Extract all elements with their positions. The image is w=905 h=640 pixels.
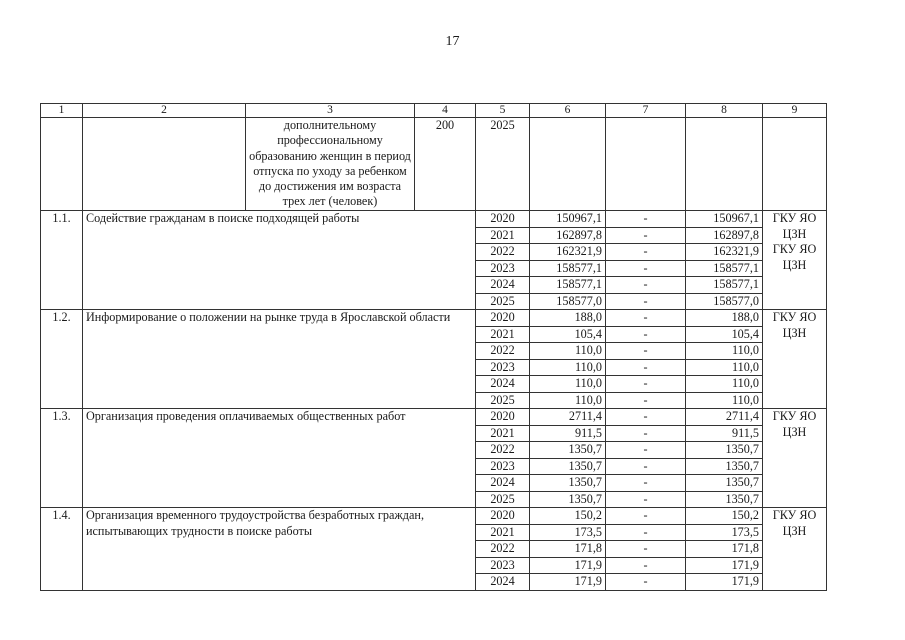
federal-cell: - [606, 425, 686, 442]
year-cell: 2023 [476, 458, 530, 475]
measure-year-row [41, 409, 827, 426]
table-body [41, 104, 827, 591]
total-cell: 1350,7 [530, 458, 606, 475]
year-cell: 2025 [476, 491, 530, 508]
total-cell: 105,4 [530, 326, 606, 343]
regional-cell: 188,0 [686, 310, 763, 327]
measure-year-row [41, 310, 827, 327]
total-cell: 171,9 [530, 557, 606, 574]
total-cell: 162897,8 [530, 227, 606, 244]
total-cell: 110,0 [530, 359, 606, 376]
total-cell: 158577,0 [530, 293, 606, 310]
year-cell: 2025 [476, 392, 530, 409]
executor-label: ЦЗН [782, 523, 807, 538]
executor-label: ЦЗН [782, 257, 807, 272]
col-header-6: 6 [530, 104, 606, 118]
regional-cell: 171,9 [686, 557, 763, 574]
col-header-7: 7 [606, 104, 686, 118]
federal-cell: - [606, 343, 686, 360]
federal-cell: - [606, 491, 686, 508]
measure-title: Информирование о положении на рынке труда в Ярославской области [83, 310, 476, 409]
federal-cell: - [606, 310, 686, 327]
year-cell: 2022 [476, 244, 530, 261]
year-cell: 2020 [476, 409, 530, 426]
year-cell: 2021 [476, 425, 530, 442]
year-cell: 2021 [476, 524, 530, 541]
total-cell: 911,5 [530, 425, 606, 442]
continuation-value: 200 [415, 118, 476, 211]
year-cell: 2023 [476, 260, 530, 277]
regional-cell: 162897,8 [686, 227, 763, 244]
regional-cell: 105,4 [686, 326, 763, 343]
executor-cell [763, 508, 827, 591]
measure-number: 1.3. [41, 409, 83, 508]
total-cell: 171,9 [530, 574, 606, 591]
year-cell: 2020 [476, 310, 530, 327]
total-cell: 162321,9 [530, 244, 606, 261]
total-cell: 110,0 [530, 392, 606, 409]
executor-cell [763, 310, 827, 409]
federal-cell: - [606, 293, 686, 310]
total-cell: 173,5 [530, 524, 606, 541]
continuation-indicator: дополнительному профессиональному образованию женщин в период отпуска по уходу за ребенком до достижения им возраста трех лет (человек) [246, 118, 415, 211]
total-cell: 1350,7 [530, 491, 606, 508]
continuation-total-cell [530, 118, 606, 211]
year-cell: 2025 [476, 293, 530, 310]
executor-cell [763, 211, 827, 310]
col-header-2: 2 [83, 104, 246, 118]
regional-cell: 110,0 [686, 359, 763, 376]
total-cell: 188,0 [530, 310, 606, 327]
regional-cell: 110,0 [686, 343, 763, 360]
regional-cell: 1350,7 [686, 475, 763, 492]
year-cell: 2024 [476, 376, 530, 393]
year-cell: 2022 [476, 442, 530, 459]
federal-cell: - [606, 557, 686, 574]
regional-cell: 150967,1 [686, 211, 763, 228]
regional-cell: 110,0 [686, 376, 763, 393]
continuation-title-cell [83, 118, 246, 211]
regional-cell: 2711,4 [686, 409, 763, 426]
regional-cell: 158577,1 [686, 260, 763, 277]
total-cell: 171,8 [530, 541, 606, 558]
total-cell: 1350,7 [530, 442, 606, 459]
regional-cell: 171,9 [686, 574, 763, 591]
measure-year-row [41, 508, 827, 525]
continuation-num-cell [41, 118, 83, 211]
col-header-8: 8 [686, 104, 763, 118]
continuation-federal-cell [606, 118, 686, 211]
federal-cell: - [606, 227, 686, 244]
total-cell: 150967,1 [530, 211, 606, 228]
total-cell: 1350,7 [530, 475, 606, 492]
year-cell: 2024 [476, 277, 530, 294]
executor-label: ЦЗН [782, 226, 807, 241]
regional-cell: 1350,7 [686, 458, 763, 475]
col-header-1: 1 [41, 104, 83, 118]
regional-cell: 1350,7 [686, 442, 763, 459]
regional-cell: 171,8 [686, 541, 763, 558]
measure-year-row [41, 211, 827, 228]
total-cell: 150,2 [530, 508, 606, 525]
regional-cell: 150,2 [686, 508, 763, 525]
regional-cell: 110,0 [686, 392, 763, 409]
year-cell: 2022 [476, 541, 530, 558]
regional-cell: 162321,9 [686, 244, 763, 261]
federal-cell: - [606, 392, 686, 409]
federal-cell: - [606, 376, 686, 393]
regional-cell: 158577,0 [686, 293, 763, 310]
year-cell: 2020 [476, 508, 530, 525]
year-cell: 2023 [476, 359, 530, 376]
measure-number: 1.4. [41, 508, 83, 591]
program-table [40, 103, 827, 591]
total-cell: 2711,4 [530, 409, 606, 426]
regional-cell: 158577,1 [686, 277, 763, 294]
total-cell: 158577,1 [530, 260, 606, 277]
measure-number: 1.1. [41, 211, 83, 310]
year-cell: 2021 [476, 326, 530, 343]
continuation-executor-cell [763, 118, 827, 211]
column-number-row [41, 104, 827, 118]
federal-cell: - [606, 458, 686, 475]
measure-number: 1.2. [41, 310, 83, 409]
executor-label: ЦЗН [782, 424, 807, 439]
executor-cell [763, 409, 827, 508]
col-header-3: 3 [246, 104, 415, 118]
federal-cell: - [606, 326, 686, 343]
executor-label: ЦЗН [782, 325, 807, 340]
measure-title: Организация временного трудоустройства безработных граждан, испытывающих трудности в поиске работы [83, 508, 476, 591]
year-cell: 2023 [476, 557, 530, 574]
continuation-year: 2025 [476, 118, 530, 211]
executor-label: ГКУ ЯО [772, 242, 817, 256]
federal-cell: - [606, 211, 686, 228]
col-header-9: 9 [763, 104, 827, 118]
federal-cell: - [606, 244, 686, 261]
federal-cell: - [606, 574, 686, 591]
federal-cell: - [606, 442, 686, 459]
regional-cell: 173,5 [686, 524, 763, 541]
federal-cell: - [606, 508, 686, 525]
total-cell: 110,0 [530, 376, 606, 393]
continuation-regional-cell [686, 118, 763, 211]
federal-cell: - [606, 359, 686, 376]
continuation-row [41, 118, 827, 211]
page-number: 17 [445, 34, 460, 49]
federal-cell: - [606, 524, 686, 541]
year-cell: 2021 [476, 227, 530, 244]
federal-cell: - [606, 277, 686, 294]
federal-cell: - [606, 541, 686, 558]
year-cell: 2024 [476, 475, 530, 492]
col-header-4: 4 [415, 104, 476, 118]
measure-title: Содействие гражданам в поиске подходящей работы [83, 211, 476, 310]
year-cell: 2024 [476, 574, 530, 591]
federal-cell: - [606, 475, 686, 492]
total-cell: 110,0 [530, 343, 606, 360]
executor-label: ГКУ ЯО [772, 409, 817, 423]
regional-cell: 1350,7 [686, 491, 763, 508]
executor-label: ГКУ ЯО [772, 310, 817, 324]
col-header-5: 5 [476, 104, 530, 118]
measure-title: Организация проведения оплачиваемых общественных работ [83, 409, 476, 508]
executor-label: ГКУ ЯО [772, 508, 817, 522]
total-cell: 158577,1 [530, 277, 606, 294]
year-cell: 2020 [476, 211, 530, 228]
executor-label: ГКУ ЯО [772, 211, 817, 225]
regional-cell: 911,5 [686, 425, 763, 442]
year-cell: 2022 [476, 343, 530, 360]
federal-cell: - [606, 260, 686, 277]
federal-cell: - [606, 409, 686, 426]
